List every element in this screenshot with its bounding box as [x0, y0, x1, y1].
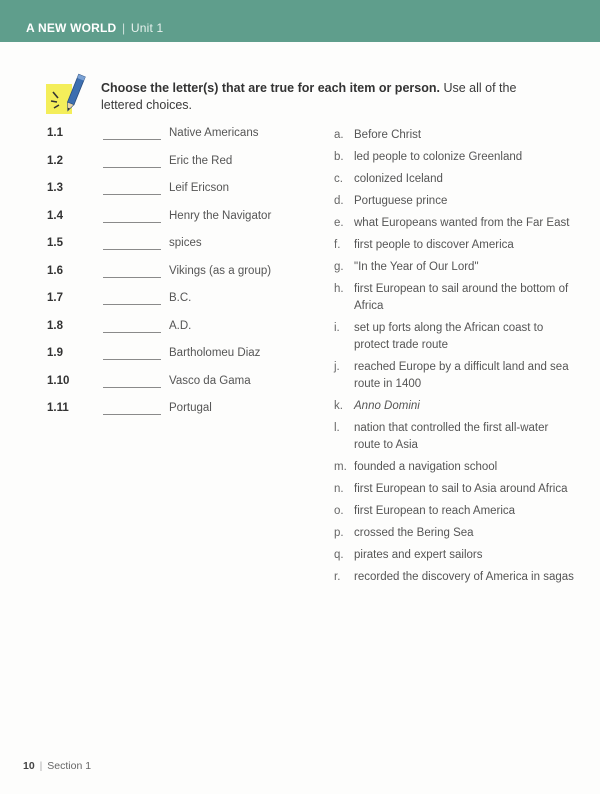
choice-text: recorded the discovery of America in sagas [354, 571, 574, 583]
item-row [47, 320, 327, 348]
item-number: 1.1 [47, 127, 63, 139]
item-label: A.D. [169, 319, 192, 332]
item-row [47, 347, 327, 375]
page-header [0, 0, 600, 42]
choice-letter: a. [334, 129, 344, 141]
choice-text: reached Europe by a difficult land and sea route in 1400 [354, 361, 569, 390]
choice-letter: h. [334, 283, 344, 295]
choice-text: Before Christ [354, 129, 422, 141]
choice-item [334, 281, 574, 315]
choice-letter: f. [334, 239, 341, 251]
answer-blank[interactable] [103, 222, 161, 223]
choice-item [334, 171, 574, 188]
item-number: 1.5 [47, 237, 63, 249]
item-number: 1.9 [47, 347, 63, 359]
choice-letter: o. [334, 505, 344, 517]
item-number: 1.6 [47, 264, 63, 277]
item-number: 1.7 [47, 292, 63, 304]
choice-letter: c. [334, 173, 343, 185]
answer-blank[interactable] [103, 167, 161, 168]
item-number: 1.8 [47, 319, 63, 332]
item-label: Portugal [169, 402, 212, 414]
choice-item [334, 320, 574, 354]
choice-item [334, 569, 574, 586]
header-separator: | [121, 21, 126, 35]
choice-letter: m. [334, 461, 347, 473]
choice-item [334, 127, 574, 144]
items-list [47, 127, 327, 430]
footer-separator: | [39, 760, 43, 772]
choice-text: set up forts along the African coast to protect trade route [354, 322, 544, 351]
item-label: B.C. [169, 292, 192, 304]
choice-text: led people to colonize Greenland [354, 151, 523, 163]
choice-text: pirates and expert sailors [354, 549, 483, 561]
item-row [47, 292, 327, 320]
pencil-note-icon [44, 72, 88, 118]
item-label: Leif Ericson [169, 182, 230, 194]
item-row [47, 155, 327, 183]
page-footer [23, 760, 91, 772]
item-label: Native Americans [169, 127, 259, 139]
choice-item [334, 503, 574, 520]
footer-section: Section 1 [47, 760, 92, 772]
choice-item [334, 459, 574, 476]
choice-text: first European to sail to Asia around Africa [354, 483, 568, 495]
choice-item [334, 547, 574, 564]
choice-text: first people to discover America [354, 239, 514, 251]
answer-blank[interactable] [103, 194, 161, 195]
item-row [47, 402, 327, 430]
choice-letter: g. [334, 261, 344, 273]
item-number: 1.2 [47, 154, 63, 167]
choice-item [334, 215, 574, 232]
choice-letter: q. [334, 549, 344, 561]
choice-letter: r. [334, 571, 341, 583]
instructions-normal: Use all of the lettered choices. [101, 81, 517, 112]
choice-letter: n. [334, 483, 344, 495]
choice-letter: d. [334, 195, 344, 207]
item-row [47, 210, 327, 238]
choice-letter: k. [334, 400, 343, 412]
instructions-bold: Choose the letter(s) that are true for each item or person. [101, 81, 440, 95]
choice-letter: p. [334, 527, 344, 539]
item-label: spices [169, 237, 202, 249]
choice-letter: l. [334, 422, 340, 434]
choice-text: Anno Domini [354, 400, 420, 412]
item-number: 1.4 [47, 209, 63, 222]
choice-text: Portuguese prince [354, 195, 448, 207]
choices-list [334, 127, 574, 591]
choice-item [334, 359, 574, 393]
item-number: 1.10 [47, 374, 70, 387]
choice-item [334, 525, 574, 542]
item-row [47, 375, 327, 403]
item-label: Vasco da Gama [169, 374, 251, 387]
item-label: Bartholomeu Diaz [169, 347, 261, 359]
item-row [47, 265, 327, 293]
header-title-group [26, 21, 163, 35]
answer-blank[interactable] [103, 387, 161, 388]
choice-letter: i. [334, 322, 340, 334]
item-label: Henry the Navigator [169, 209, 272, 222]
item-row [47, 182, 327, 210]
choice-text: first European to reach America [354, 505, 516, 517]
item-number: 1.3 [47, 182, 63, 194]
choice-item [334, 149, 574, 166]
item-label: Vikings (as a group) [169, 264, 272, 277]
answer-blank[interactable] [103, 249, 161, 250]
choice-text: "In the Year of Our Lord" [354, 261, 479, 273]
choice-item [334, 420, 574, 454]
instructions [101, 80, 541, 114]
answer-blank[interactable] [103, 414, 161, 415]
header-unit: Unit 1 [130, 21, 164, 35]
choice-item [334, 237, 574, 254]
choice-item [334, 193, 574, 210]
item-row [47, 237, 327, 265]
answer-blank[interactable] [103, 277, 161, 278]
item-label: Eric the Red [169, 154, 233, 167]
choice-text: first European to sail around the bottom of Africa [354, 283, 569, 312]
item-number: 1.11 [47, 402, 69, 414]
answer-blank[interactable] [103, 139, 161, 140]
choice-text: founded a navigation school [354, 461, 498, 473]
choice-text: colonized Iceland [354, 173, 443, 185]
answer-blank[interactable] [103, 304, 161, 305]
choice-text: what Europeans wanted from the Far East [354, 217, 570, 229]
choice-text: nation that controlled the first all-water route to Asia [354, 422, 549, 451]
choice-item [334, 259, 574, 276]
choice-item [334, 481, 574, 498]
header-title: A NEW WORLD [26, 21, 117, 35]
answer-blank[interactable] [103, 359, 161, 360]
choice-text: crossed the Bering Sea [354, 527, 474, 539]
choice-letter: j. [334, 361, 340, 373]
answer-blank[interactable] [103, 332, 161, 333]
item-row [47, 127, 327, 155]
choice-item [334, 398, 574, 415]
choice-letter: e. [334, 217, 344, 229]
choice-letter: b. [334, 151, 344, 163]
page-number: 10 [23, 760, 35, 772]
